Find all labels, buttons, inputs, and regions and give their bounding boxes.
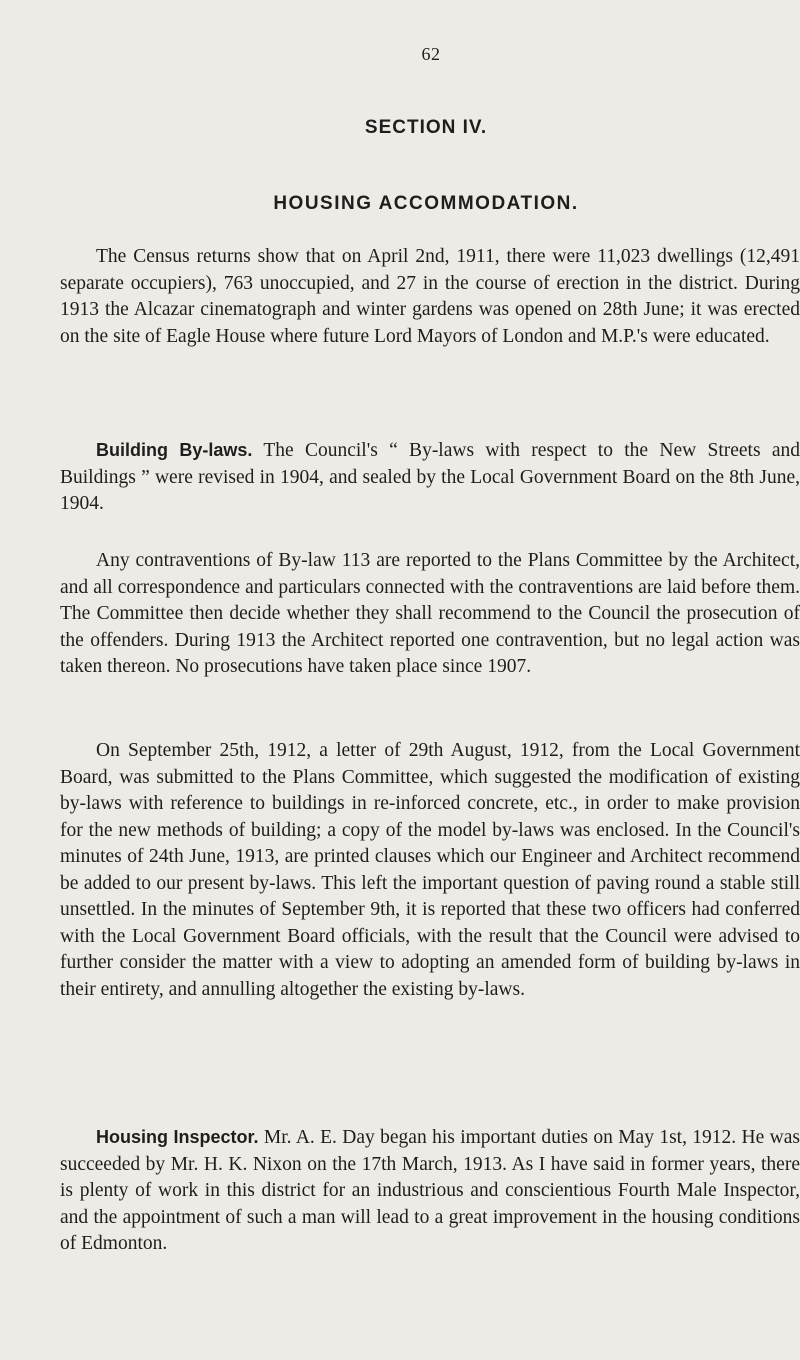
paragraph-census: [60, 244, 800, 350]
section-heading: SECTION IV.: [364, 117, 488, 138]
paragraph-building-by-laws: [60, 437, 800, 518]
paragraph-housing-inspector: [60, 1124, 800, 1258]
page-title: HOUSING ACCOMMODATION.: [273, 193, 579, 214]
paragraph-contraventions: [60, 548, 800, 681]
paragraph-text: Any contraventions of By-law 113 are reported to the Plans Committee by the Architect, and all correspondence and particulars connected with the contraventions are laid before them. The Committee then decide whether they shall recommend to the Council the prosecution of the offenders. During 1913 the Architect reported one contravention, but no legal action was taken thereon. No prosecutions have taken place since 1907.: [60, 550, 800, 677]
paragraph-model-by-laws: [60, 738, 800, 1003]
run-in-heading: Building By-laws.: [96, 440, 253, 460]
paragraph-text: The Council's “ By-laws with respect to the New Streets and Buildings ” were revised in 1904, and sealed by the Local Government Board on the 8th June, 1904.: [60, 440, 800, 514]
run-in-heading: Housing Inspector.: [96, 1127, 259, 1147]
paragraph-text: Mr. A. E. Day began his important duties on May 1st, 1912. He was succeeded by Mr. H. K. Nixon on the 17th March, 1913. As I have said in former years, there is plenty of work in this district for an industrious and conscientious Fourth Male Inspector, and the appointment of such a man will lead to a great improvement in the housing conditions of Edmonton.: [60, 1127, 800, 1254]
page-number: 62: [421, 44, 441, 64]
paragraph-text: On September 25th, 1912, a letter of 29th August, 1912, from the Local Government Board, was submitted to the Plans Committee, which suggested the modification of existing by-laws with reference to buildings in re-inforced concrete, etc., in order to make provision for the new methods of building; a copy of the model by-laws was enclosed. In the Council's minutes of 24th June, 1913, are printed clauses which our Engineer and Architect recommend be added to our present by-laws. This left the important question of paving round a stable still unsettled. In the minutes of September 9th, it is reported that these two officers had conferred with the Local Government Board officials, with the result that the Council were advised to further consider the matter with a view to adopting an amended form of building by-laws in their entirety, and annulling altogether the existing by-laws.: [60, 740, 800, 1000]
paragraph-text: The Census returns show that on April 2nd, 1911, there were 11,023 dwellings (12,491 separate occupiers), 763 unoccupied, and 27 in the course of erection in the district. During 1913 the Alcazar cinematograph and winter gardens was opened on 28th June; it was erected on the site of Eagle House where future Lord Mayors of London and M.P.'s were educated.: [60, 246, 800, 347]
